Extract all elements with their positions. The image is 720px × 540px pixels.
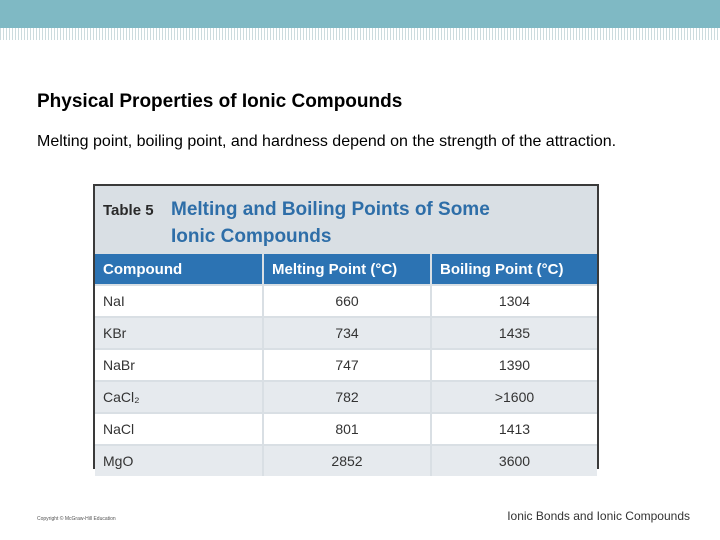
- compound-cell: NaCl: [95, 413, 263, 445]
- compound-cell: CaCl₂: [95, 381, 263, 413]
- column-header: Melting Point (°C): [263, 254, 431, 285]
- melting-point-cell: 801: [263, 413, 431, 445]
- compound-cell: NaBr: [95, 349, 263, 381]
- table-header-row: [95, 254, 597, 285]
- table-row: [95, 381, 597, 413]
- header-band: [0, 0, 720, 28]
- boiling-point-cell: 1413: [431, 413, 597, 445]
- compound-cell: KBr: [95, 317, 263, 349]
- header-stripe: [0, 28, 720, 40]
- data-table: [95, 254, 597, 476]
- slide-subtitle: Melting point, boiling point, and hardness depend on the strength of the attraction.: [37, 133, 617, 150]
- table-row: [95, 317, 597, 349]
- table-title: Melting and Boiling Points of Some Ionic Compounds: [171, 199, 490, 247]
- boiling-point-cell: 3600: [431, 445, 597, 476]
- column-header: Boiling Point (°C): [431, 254, 597, 285]
- melting-point-cell: 2852: [263, 445, 431, 476]
- table-row: [95, 445, 597, 476]
- boiling-point-cell: 1435: [431, 317, 597, 349]
- boiling-point-cell: >1600: [431, 381, 597, 413]
- table-figure: [93, 184, 599, 469]
- melting-point-cell: 747: [263, 349, 431, 381]
- copyright-notice: Copyright © McGraw-Hill Education: [37, 516, 116, 522]
- melting-point-cell: 660: [263, 285, 431, 317]
- table-row: [95, 413, 597, 445]
- table-row: [95, 349, 597, 381]
- compound-cell: NaI: [95, 285, 263, 317]
- table-row: [95, 285, 597, 317]
- footer-caption: Ionic Bonds and Ionic Compounds: [507, 509, 690, 523]
- column-header: Compound: [95, 254, 263, 285]
- table-label: Table 5: [103, 202, 154, 219]
- slide-title: Physical Properties of Ionic Compounds: [37, 91, 403, 112]
- compound-cell: MgO: [95, 445, 263, 476]
- boiling-point-cell: 1304: [431, 285, 597, 317]
- melting-point-cell: 782: [263, 381, 431, 413]
- boiling-point-cell: 1390: [431, 349, 597, 381]
- melting-point-cell: 734: [263, 317, 431, 349]
